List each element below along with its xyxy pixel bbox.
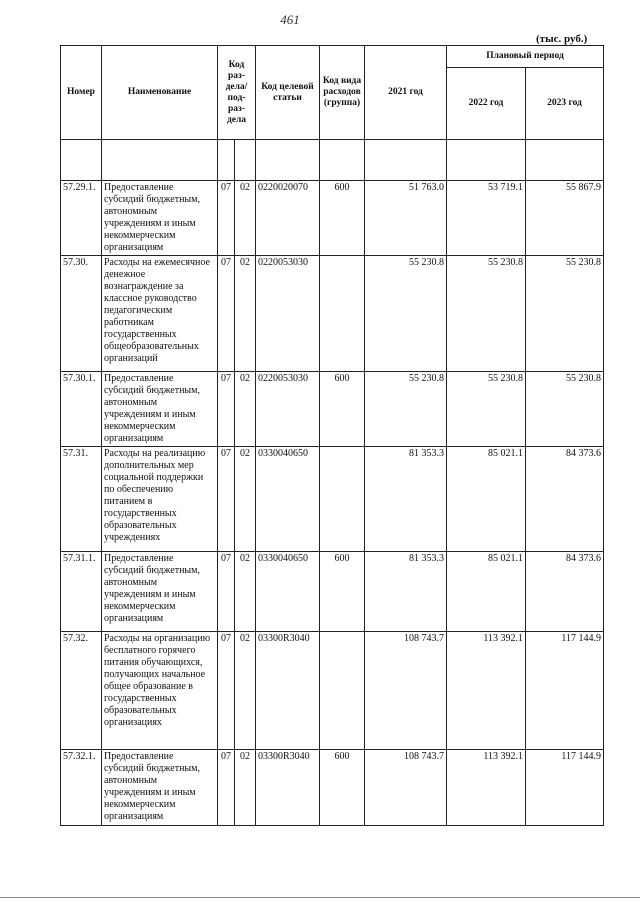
row-number: 57.30.	[61, 256, 102, 372]
row-podrazdel: 02	[235, 552, 256, 632]
row-target-code: 0330040650	[256, 552, 320, 632]
row-razdel: 07	[218, 750, 235, 826]
table-row	[61, 372, 604, 447]
row-target-code: 0220053030	[256, 372, 320, 447]
table-row	[61, 552, 604, 632]
row-2023: 55 230.8	[526, 256, 604, 372]
header-year-2022: 2022 год	[447, 68, 526, 140]
row-number: 57.31.1.	[61, 552, 102, 632]
row-name: Предоставление субсидий бюджетным, автономным учреждениям и иным некоммерческим организациям	[102, 372, 218, 447]
page-number: 461	[280, 12, 300, 27]
row-razdel: 07	[218, 256, 235, 372]
row-2021: 108 743.7	[365, 632, 447, 750]
row-2022: 113 392.1	[447, 632, 526, 750]
row-2022: 55 230.8	[447, 256, 526, 372]
row-2023: 117 144.9	[526, 632, 604, 750]
table-row	[61, 181, 604, 256]
header-row-top	[61, 46, 604, 68]
row-podrazdel: 02	[235, 447, 256, 552]
row-number: 57.29.1.	[61, 181, 102, 256]
row-2021: 81 353.3	[365, 552, 447, 632]
row-podrazdel: 02	[235, 181, 256, 256]
row-razdel: 07	[218, 372, 235, 447]
header-year-2021: 2021 год	[365, 46, 447, 140]
header-year-2023: 2023 год	[526, 68, 604, 140]
row-2021: 55 230.8	[365, 372, 447, 447]
table-row	[61, 632, 604, 750]
row-expense-code: 600	[320, 372, 365, 447]
row-expense-code	[320, 447, 365, 552]
header-spacer-row	[61, 140, 604, 181]
row-2022: 85 021.1	[447, 447, 526, 552]
row-name: Расходы на организацию бесплатного горячего питания обучающихся, получающих начальное общее образование в государственных образовательных организациях	[102, 632, 218, 750]
row-number: 57.32.1.	[61, 750, 102, 826]
row-2023: 84 373.6	[526, 447, 604, 552]
row-name: Расходы на ежемесячное денежное вознаграждение за классное руководство педагогическим работникам государственных общеобразовательных организаций	[102, 256, 218, 372]
row-2022: 53 719.1	[447, 181, 526, 256]
row-target-code: 03300R3040	[256, 632, 320, 750]
row-podrazdel: 02	[235, 256, 256, 372]
header-planning-period: Плановый период	[447, 46, 604, 68]
row-2021: 55 230.8	[365, 256, 447, 372]
header-number: Номер	[61, 46, 102, 140]
header-section-code: Код раз-дела/ под-раз-дела	[218, 46, 256, 140]
row-name: Предоставление субсидий бюджетным, автономным учреждениям и иным некоммерческим организациям	[102, 181, 218, 256]
row-target-code: 03300R3040	[256, 750, 320, 826]
row-podrazdel: 02	[235, 372, 256, 447]
row-2022: 55 230.8	[447, 372, 526, 447]
row-podrazdel: 02	[235, 750, 256, 826]
row-razdel: 07	[218, 447, 235, 552]
row-expense-code: 600	[320, 181, 365, 256]
table-row	[61, 750, 604, 826]
budget-table	[60, 45, 604, 826]
row-podrazdel: 02	[235, 632, 256, 750]
row-number: 57.32.	[61, 632, 102, 750]
row-name: Расходы на реализацию дополнительных мер социальной поддержки по обеспечению питанием в государственных образовательных учреждениях	[102, 447, 218, 552]
header-name: Наименование	[102, 46, 218, 140]
units-label: (тыс. руб.)	[536, 33, 588, 45]
row-2022: 85 021.1	[447, 552, 526, 632]
row-number: 57.31.	[61, 447, 102, 552]
table-row	[61, 447, 604, 552]
row-expense-code	[320, 256, 365, 372]
row-name: Предоставление субсидий бюджетным, автономным учреждениям и иным некоммерческим организациям	[102, 750, 218, 826]
row-razdel: 07	[218, 181, 235, 256]
row-razdel: 07	[218, 552, 235, 632]
row-target-code: 0220053030	[256, 256, 320, 372]
row-2023: 84 373.6	[526, 552, 604, 632]
row-target-code: 0330040650	[256, 447, 320, 552]
page-bottom-rule	[0, 897, 640, 898]
row-number: 57.30.1.	[61, 372, 102, 447]
row-2021: 81 353.3	[365, 447, 447, 552]
row-2021: 51 763.0	[365, 181, 447, 256]
row-target-code: 0220020070	[256, 181, 320, 256]
row-2021: 108 743.7	[365, 750, 447, 826]
header-target-code: Код целевой статьи	[256, 46, 320, 140]
row-razdel: 07	[218, 632, 235, 750]
row-name: Предоставление субсидий бюджетным, автономным учреждениям и иным некоммерческим организациям	[102, 552, 218, 632]
row-expense-code: 600	[320, 552, 365, 632]
row-2022: 113 392.1	[447, 750, 526, 826]
row-expense-code: 600	[320, 750, 365, 826]
header-expense-code: Код вида расходов (группа)	[320, 46, 365, 140]
table-row	[61, 256, 604, 372]
row-2023: 55 867.9	[526, 181, 604, 256]
row-expense-code	[320, 632, 365, 750]
row-2023: 117 144.9	[526, 750, 604, 826]
row-2023: 55 230.8	[526, 372, 604, 447]
